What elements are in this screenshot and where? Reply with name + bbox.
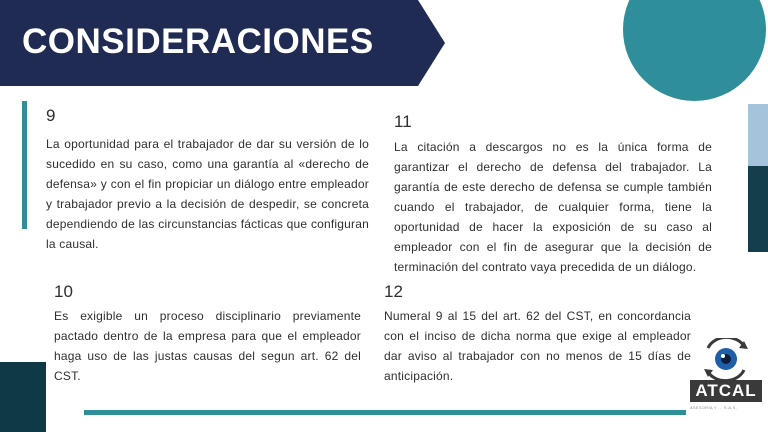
eye-arrows-icon	[686, 338, 766, 380]
decorative-block	[0, 362, 46, 432]
section-number-11: 11	[394, 112, 412, 131]
decorative-strip-light	[748, 104, 768, 166]
company-logo	[686, 338, 766, 428]
section-text-11: La citación a descargos no es la única forma de garantizar el derecho de defensa del trabajador. La garantía de este derecho de defensa se cumple también cuando el trabajador, de cualquier forma, tiene la oportunidad de hacer la exposición de su caso al empleador con el fin de asegurar que la decisión de terminación del contrato vaya precedida de un diálogo.	[394, 140, 712, 274]
section-text-10: Es exigible un proceso disciplinario previamente pactado dentro de la empresa para que el empleador haga uso de las justas causas del segun art. 62 del CST.	[54, 309, 361, 383]
section-number-12: 12	[384, 282, 403, 301]
decorative-strip-dark	[748, 166, 768, 252]
bottom-divider	[84, 410, 686, 415]
logo-tagline: ASESORÍA Y ... S.A.S.	[690, 405, 738, 410]
page-title: CONSIDERACIONES	[22, 22, 374, 61]
section-text-9: La oportunidad para el trabajador de dar su versión de lo sucedido en su caso, como una garantía al «derecho de defensa» y con el fin propiciar un diálogo entre empleador y trabajador previo a la decisión de despedir, se concreta dependiendo de las circunstancias fácticas que configuran la causal.	[46, 137, 369, 251]
section-text-12: Numeral 9 al 15 del art. 62 del CST, en concordancia con el inciso de dicha norma que exige al empleador dar aviso al trabajador con no menos de 15 días de anticipación.	[384, 309, 691, 383]
accent-bar	[22, 101, 27, 229]
section-number-9: 9	[46, 106, 56, 125]
section-number-10: 10	[54, 282, 73, 301]
logo-wordmark: ATCAL	[690, 380, 762, 402]
decorative-circle	[623, 0, 766, 101]
